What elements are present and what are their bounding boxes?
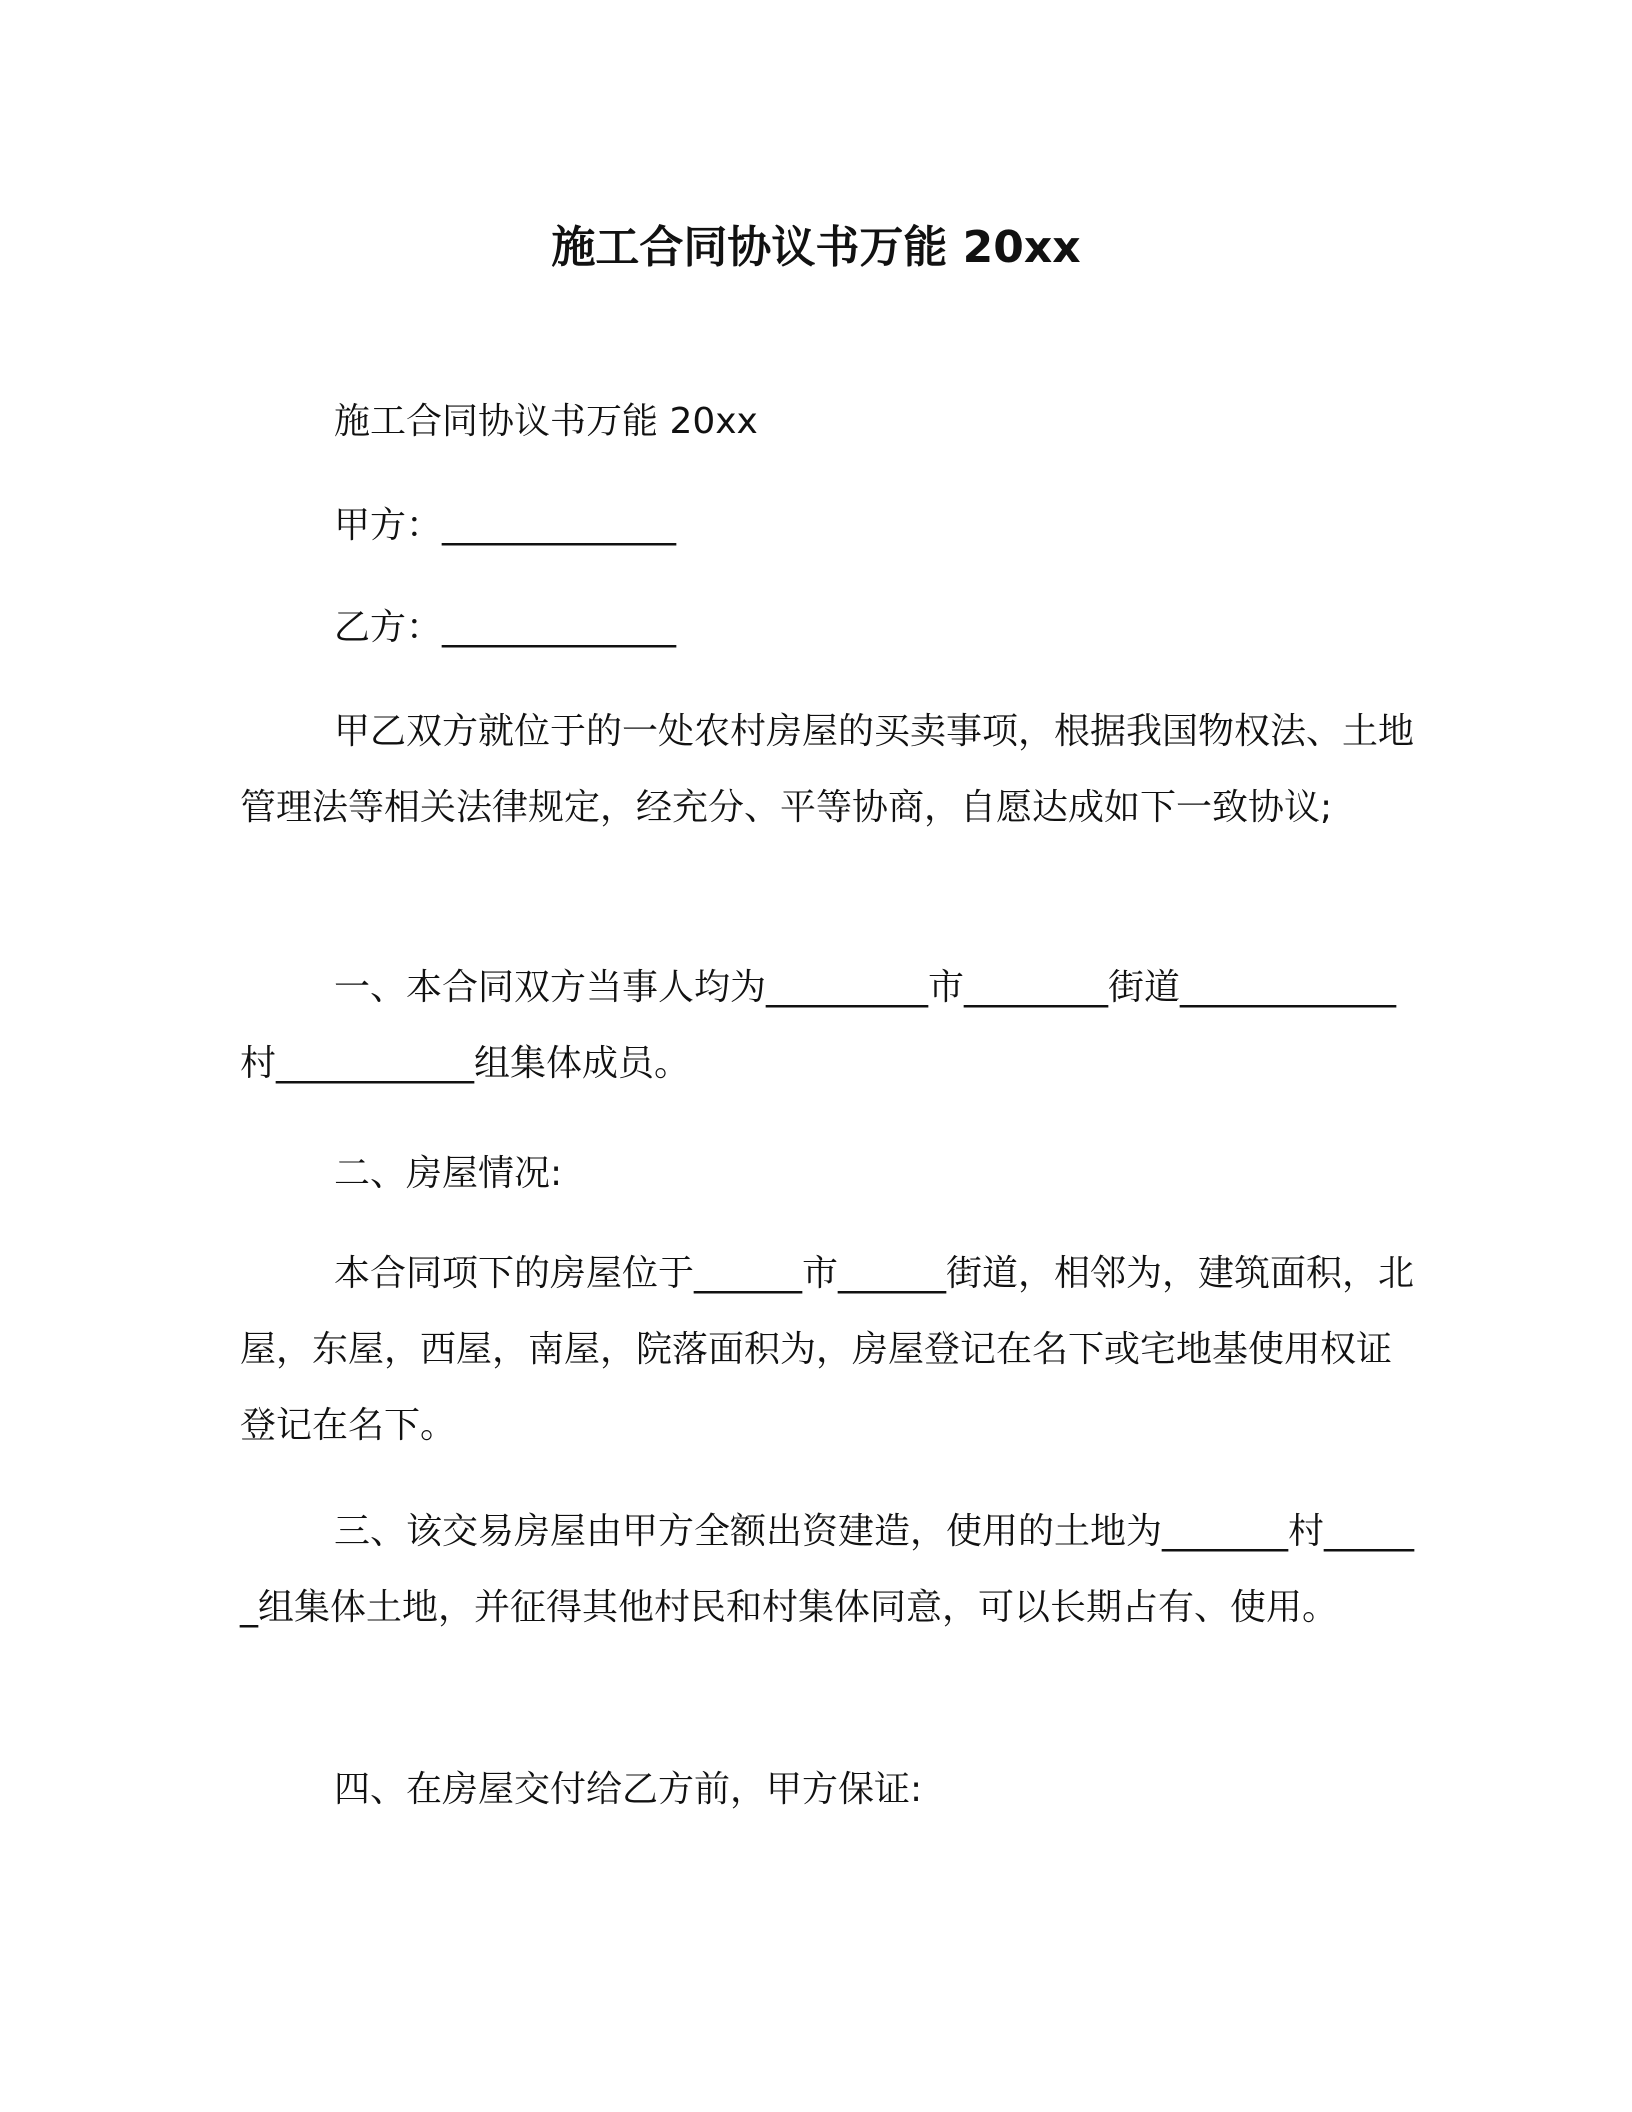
clause-4-heading: 四、在房屋交付给乙方前，甲方保证: [334,1769,923,1810]
clause-1-paragraph: 一、本合同双方当事人均为_________市________街道____________村___________组集体成员。 [240,967,1397,1084]
clause-3-paragraph: 三、该交易房屋由甲方全额出资建造，使用的土地为_______村______组集体土地，并征得其他村民和村集体同意，可以长期占有、使用。 [240,1511,1415,1628]
party-a-field: 甲方：_____________ [334,505,677,546]
clause-2-heading: 二、房屋情况: [334,1153,563,1194]
intro-paragraph: 甲乙双方就位于的一处农村房屋的买卖事项，根据我国物权法、土地管理法等相关法律规定，经充分、平等协商，自愿达成如下一致协议; [240,711,1415,828]
party-b-field: 乙方：_____________ [334,607,677,648]
document-title: 施工合同协议书万能 20xx [551,222,1081,273]
clause-2-paragraph: 本合同项下的房屋位于______市______街道，相邻为，建筑面积，北屋，东屋，西屋，南屋，院落面积为，房屋登记在名下或宅地基使用权证登记在名下。 [240,1253,1415,1446]
document-subtitle: 施工合同协议书万能 20xx [334,401,758,442]
